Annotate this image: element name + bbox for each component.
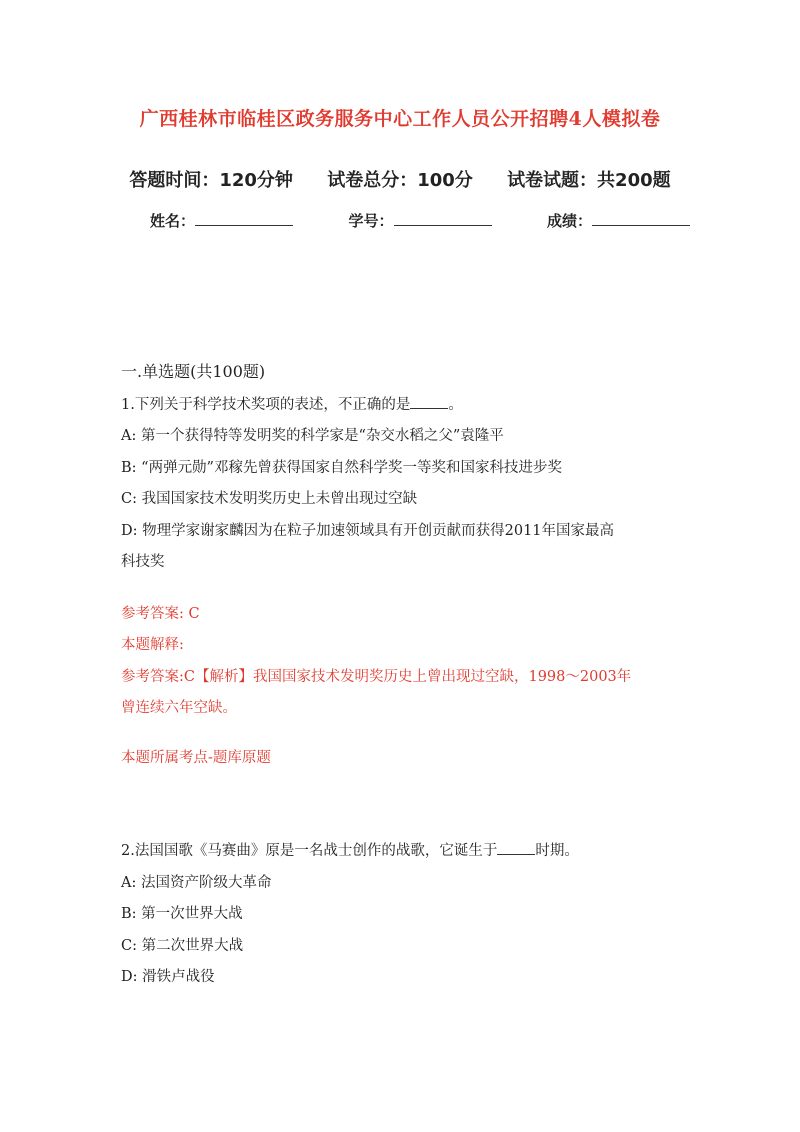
explain-line-2: 曾连续六年空缺。 [121,700,237,716]
time-label: 答题时间：120分钟 [129,170,293,191]
id-label: 学号： [348,212,394,230]
grade-field [547,210,690,231]
option-c: C: 第二次世界大战 [121,937,244,954]
answer-blank [410,396,448,409]
answer-text: 参考答案: C [121,605,200,622]
section-title: 一.单选题(共100题) [121,362,266,381]
id-blank[interactable] [394,211,492,226]
name-label: 姓名： [150,212,196,230]
grade-label: 成绩： [546,212,592,230]
explain-label: 本题解释: [121,637,184,653]
id-field [348,210,491,231]
question-2 [121,836,681,994]
option-b: B: “两弹元勋”邓稼先曾获得国家自然科学奖一等奖和国家科技进步奖 [121,459,562,476]
name-field [150,210,293,231]
option-c: C: 我国国家技术发明奖历史上未曾出现过空缺 [121,491,418,507]
question-stem [121,836,681,868]
option-a: A: 法国资产阶级大革命 [121,874,272,891]
stem-suffix: 。 [448,396,463,413]
score-label: 试卷总分：100分 [327,170,473,191]
option-a: A: 第一个获得特等发明奖的科学家是“杂交水稻之父”袁隆平 [121,428,504,444]
stem-suffix: 时期。 [535,843,579,859]
option-b: B: 第一次世界大战 [121,906,243,922]
stem-text: 1.下列关于科学技术奖项的表述，不正确的是 [121,396,411,413]
explain-line-1: 参考答案:C【解析】我国国家技术发明奖历史上曾出现过空缺，1998～2003年 [121,668,632,685]
option-d-cont: 科技奖 [121,554,165,570]
option-d: D: 滑铁卢战役 [121,969,215,985]
exam-title: 广西桂林市临桂区政务服务中心工作人员公开招聘4人模拟卷 [139,108,661,130]
question-stem [121,390,681,422]
option-d: D: 物理学家谢家麟因为在粒子加速领域具有开创贡献而获得2011年国家最高 [121,522,615,539]
question-1 [121,390,681,775]
grade-blank[interactable] [592,211,690,226]
source-text: 本题所属考点-题库原题 [121,749,271,766]
exam-meta [0,166,800,192]
answer-blank [497,842,535,855]
stem-text: 2.法国国歌《马赛曲》原是一名战士创作的战歌，它诞生于 [121,843,498,859]
count-label: 试卷试题：共200题 [507,170,671,191]
student-fields [150,210,690,231]
exam-content [121,356,681,994]
name-blank[interactable] [195,211,293,226]
